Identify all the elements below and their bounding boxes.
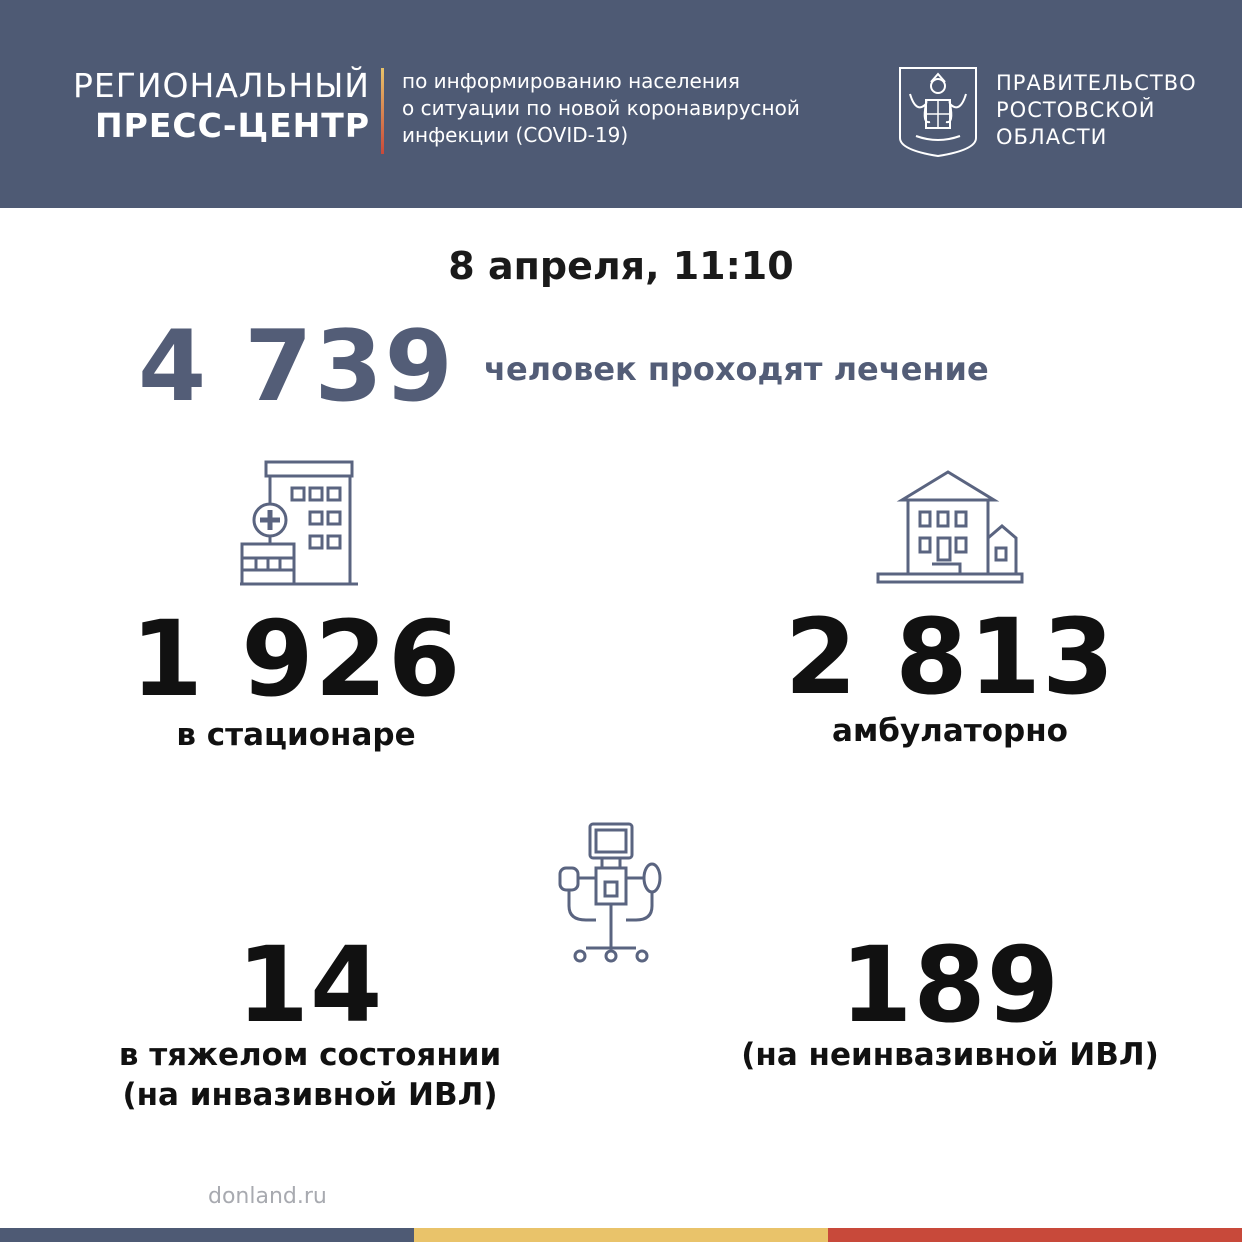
outpatient-label: амбулаторно [832, 713, 1068, 749]
press-center-title [73, 66, 370, 146]
footer-bar-red [828, 1228, 1242, 1242]
website-link[interactable]: donland.ru [208, 1184, 327, 1209]
severe-label-line1: в тяжелом состоянии [118, 1037, 502, 1073]
outpatient-count: 2 813 [784, 596, 1116, 718]
footer-bar-blue [0, 1228, 414, 1242]
report-datetime: 8 апреля, 11:10 [448, 244, 794, 288]
header-description-line2: о ситуации по новой коронавирусной [402, 96, 800, 120]
government-name-line3: ОБЛАСТИ [996, 125, 1108, 149]
press-center-title-line2: ПРЕСС-ЦЕНТР [95, 106, 370, 145]
government-name-line1: ПРАВИТЕЛЬСТВО [996, 71, 1197, 95]
severe-count: 14 [236, 924, 384, 1046]
noninvasive-count: 189 [839, 924, 1061, 1046]
hospital-count: 1 926 [130, 598, 462, 720]
ventilator-icon [556, 822, 664, 968]
severe-label-line2: (на инвазивной ИВЛ) [122, 1077, 498, 1113]
total-in-treatment-value: 4 739 [138, 310, 455, 424]
government-name [996, 70, 1197, 151]
total-in-treatment-label: человек проходят лечение [484, 350, 989, 388]
hospital-icon [240, 460, 358, 586]
press-center-title-line1: РЕГИОНАЛЬНЫЙ [73, 66, 370, 105]
header-banner [0, 0, 1242, 208]
house-icon [876, 468, 1024, 586]
rostov-coat-of-arms-icon [896, 64, 980, 160]
noninvasive-label: (на неинвазивной ИВЛ) [741, 1037, 1159, 1073]
header-divider [381, 68, 384, 154]
government-name-line2: РОСТОВСКОЙ [996, 98, 1156, 122]
header-description-line3: инфекции (COVID-19) [402, 123, 629, 147]
hospital-label: в стационаре [176, 717, 416, 753]
footer-bar-yellow [414, 1228, 828, 1242]
header-description-line1: по информированию населения [402, 69, 740, 93]
header-description [402, 68, 800, 149]
